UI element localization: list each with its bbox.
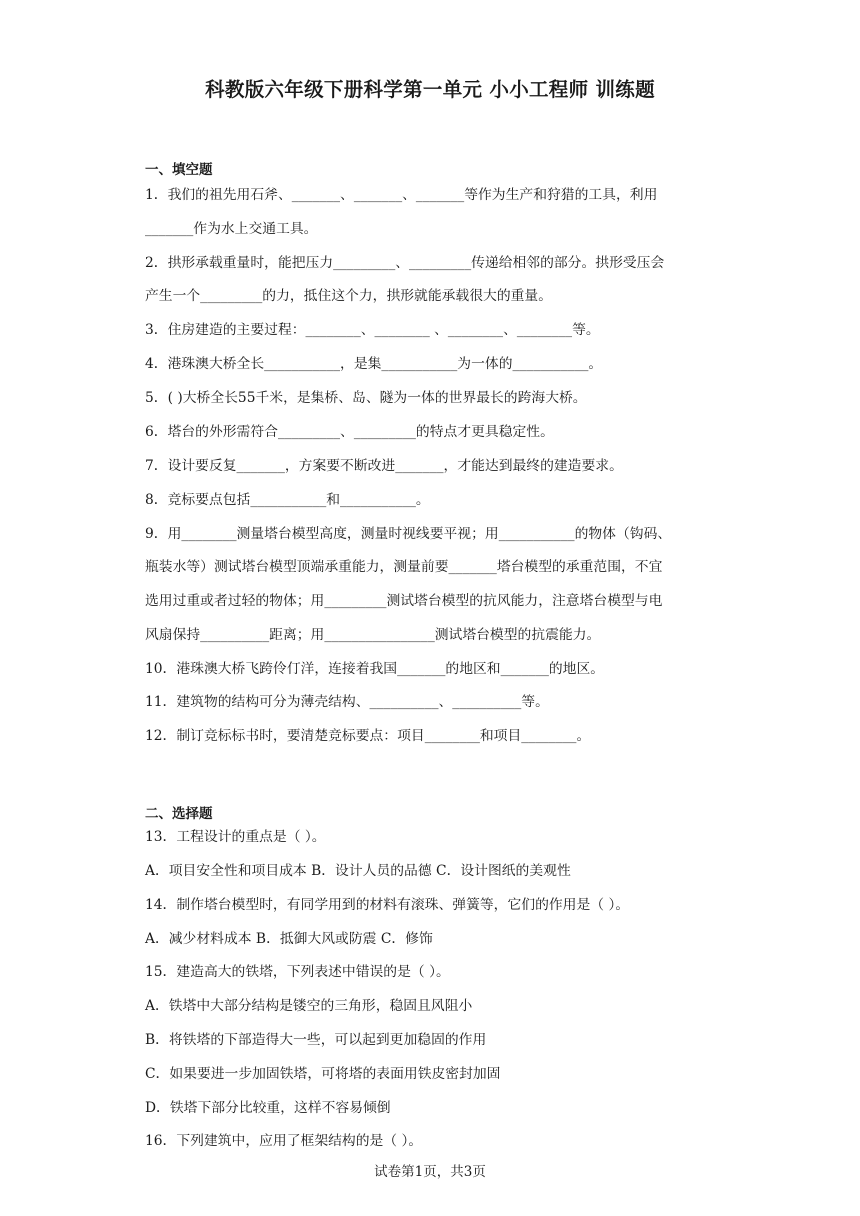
option-line: D．铁塔下部分比较重，这样不容易倾倒: [145, 1100, 391, 1116]
question-line: 1．我们的祖先用石斧、_______、_______、_______等作为生产和狩猎的工具，利用: [145, 187, 658, 203]
question-line: 瓶装水等）测试塔台模型顶端承重能力，测量前要_______塔台模型的承重范围，不宜: [145, 559, 663, 575]
question-line: 风扇保持__________距离；用________________测试塔台模型的抗震能力。: [145, 627, 601, 643]
question-line: 9．用________测量塔台模型高度，测量时视线要平视；用___________的物体（钩码、: [145, 526, 672, 542]
question-line: 2．拱形承载重量时，能把压力_________、_________传递给相邻的部分。拱形受压会: [145, 255, 665, 271]
option-line: A．项目安全性和项目成本 B．设计人员的品德 C．设计图纸的美观性: [145, 863, 571, 879]
section-heading-fill-in: 一、填空题: [145, 162, 213, 178]
question-line: 7．设计要反复_______，方案要不断改进_______，才能达到最终的建造要求。: [145, 458, 623, 474]
page-title: 科教版六年级下册科学第一单元 小小工程师 训练题: [205, 78, 655, 101]
question-line: 选用过重或者过轻的物体；用_________测试塔台模型的抗风能力，注意塔台模型与电: [145, 593, 663, 609]
question-line: 6．塔台的外形需符合_________、_________的特点才更具稳定性。: [145, 424, 554, 440]
page-footer: 试卷第1页，共3页: [374, 1164, 486, 1180]
question-line: _______作为水上交通工具。: [145, 221, 318, 237]
question-line: 16．下列建筑中，应用了框架结构的是（ ）。: [145, 1133, 423, 1149]
question-line: 15．建造高大的铁塔，下列表述中错误的是（ ）。: [145, 964, 450, 980]
question-line: 产生一个_________的力，抵住这个力，拱形就能承载很大的重量。: [145, 288, 553, 304]
section-heading-choice: 二、选择题: [145, 806, 213, 822]
option-line: A．减少材料成本 B．抵御大风或防震 C．修饰: [145, 931, 433, 947]
question-line: 14．制作塔台模型时，有同学用到的材料有滚珠、弹簧等，它们的作用是（ ）。: [145, 897, 630, 913]
question-line: 10．港珠澳大桥飞跨伶仃洋，连接着我国_______的地区和_______的地区。: [145, 661, 605, 677]
question-line: 11．建筑物的结构可分为薄壳结构、__________、__________等。: [145, 694, 549, 710]
question-line: 4．港珠澳大桥全长___________，是集___________为一体的___________。: [145, 356, 603, 372]
question-line: 8．竞标要点包括___________和___________。: [145, 492, 430, 508]
option-line: B．将铁塔的下部造得大一些，可以起到更加稳固的作用: [145, 1032, 487, 1048]
question-line: 12．制订竞标标书时，要清楚竞标要点：项目________和项目________。: [145, 728, 591, 744]
question-line: 3．住房建造的主要过程：________、________ 、________、________等。: [145, 322, 600, 338]
option-line: C．如果要进一步加固铁塔，可将塔的表面用铁皮密封加固: [145, 1066, 501, 1082]
question-line: 13．工程设计的重点是（ ）。: [145, 829, 326, 845]
question-line: 5．( )大桥全长55千米，是集桥、岛、隧为一体的世界最长的跨海大桥。: [145, 390, 587, 406]
option-line: A．铁塔中大部分结构是镂空的三角形，稳固且风阻小: [145, 998, 473, 1014]
